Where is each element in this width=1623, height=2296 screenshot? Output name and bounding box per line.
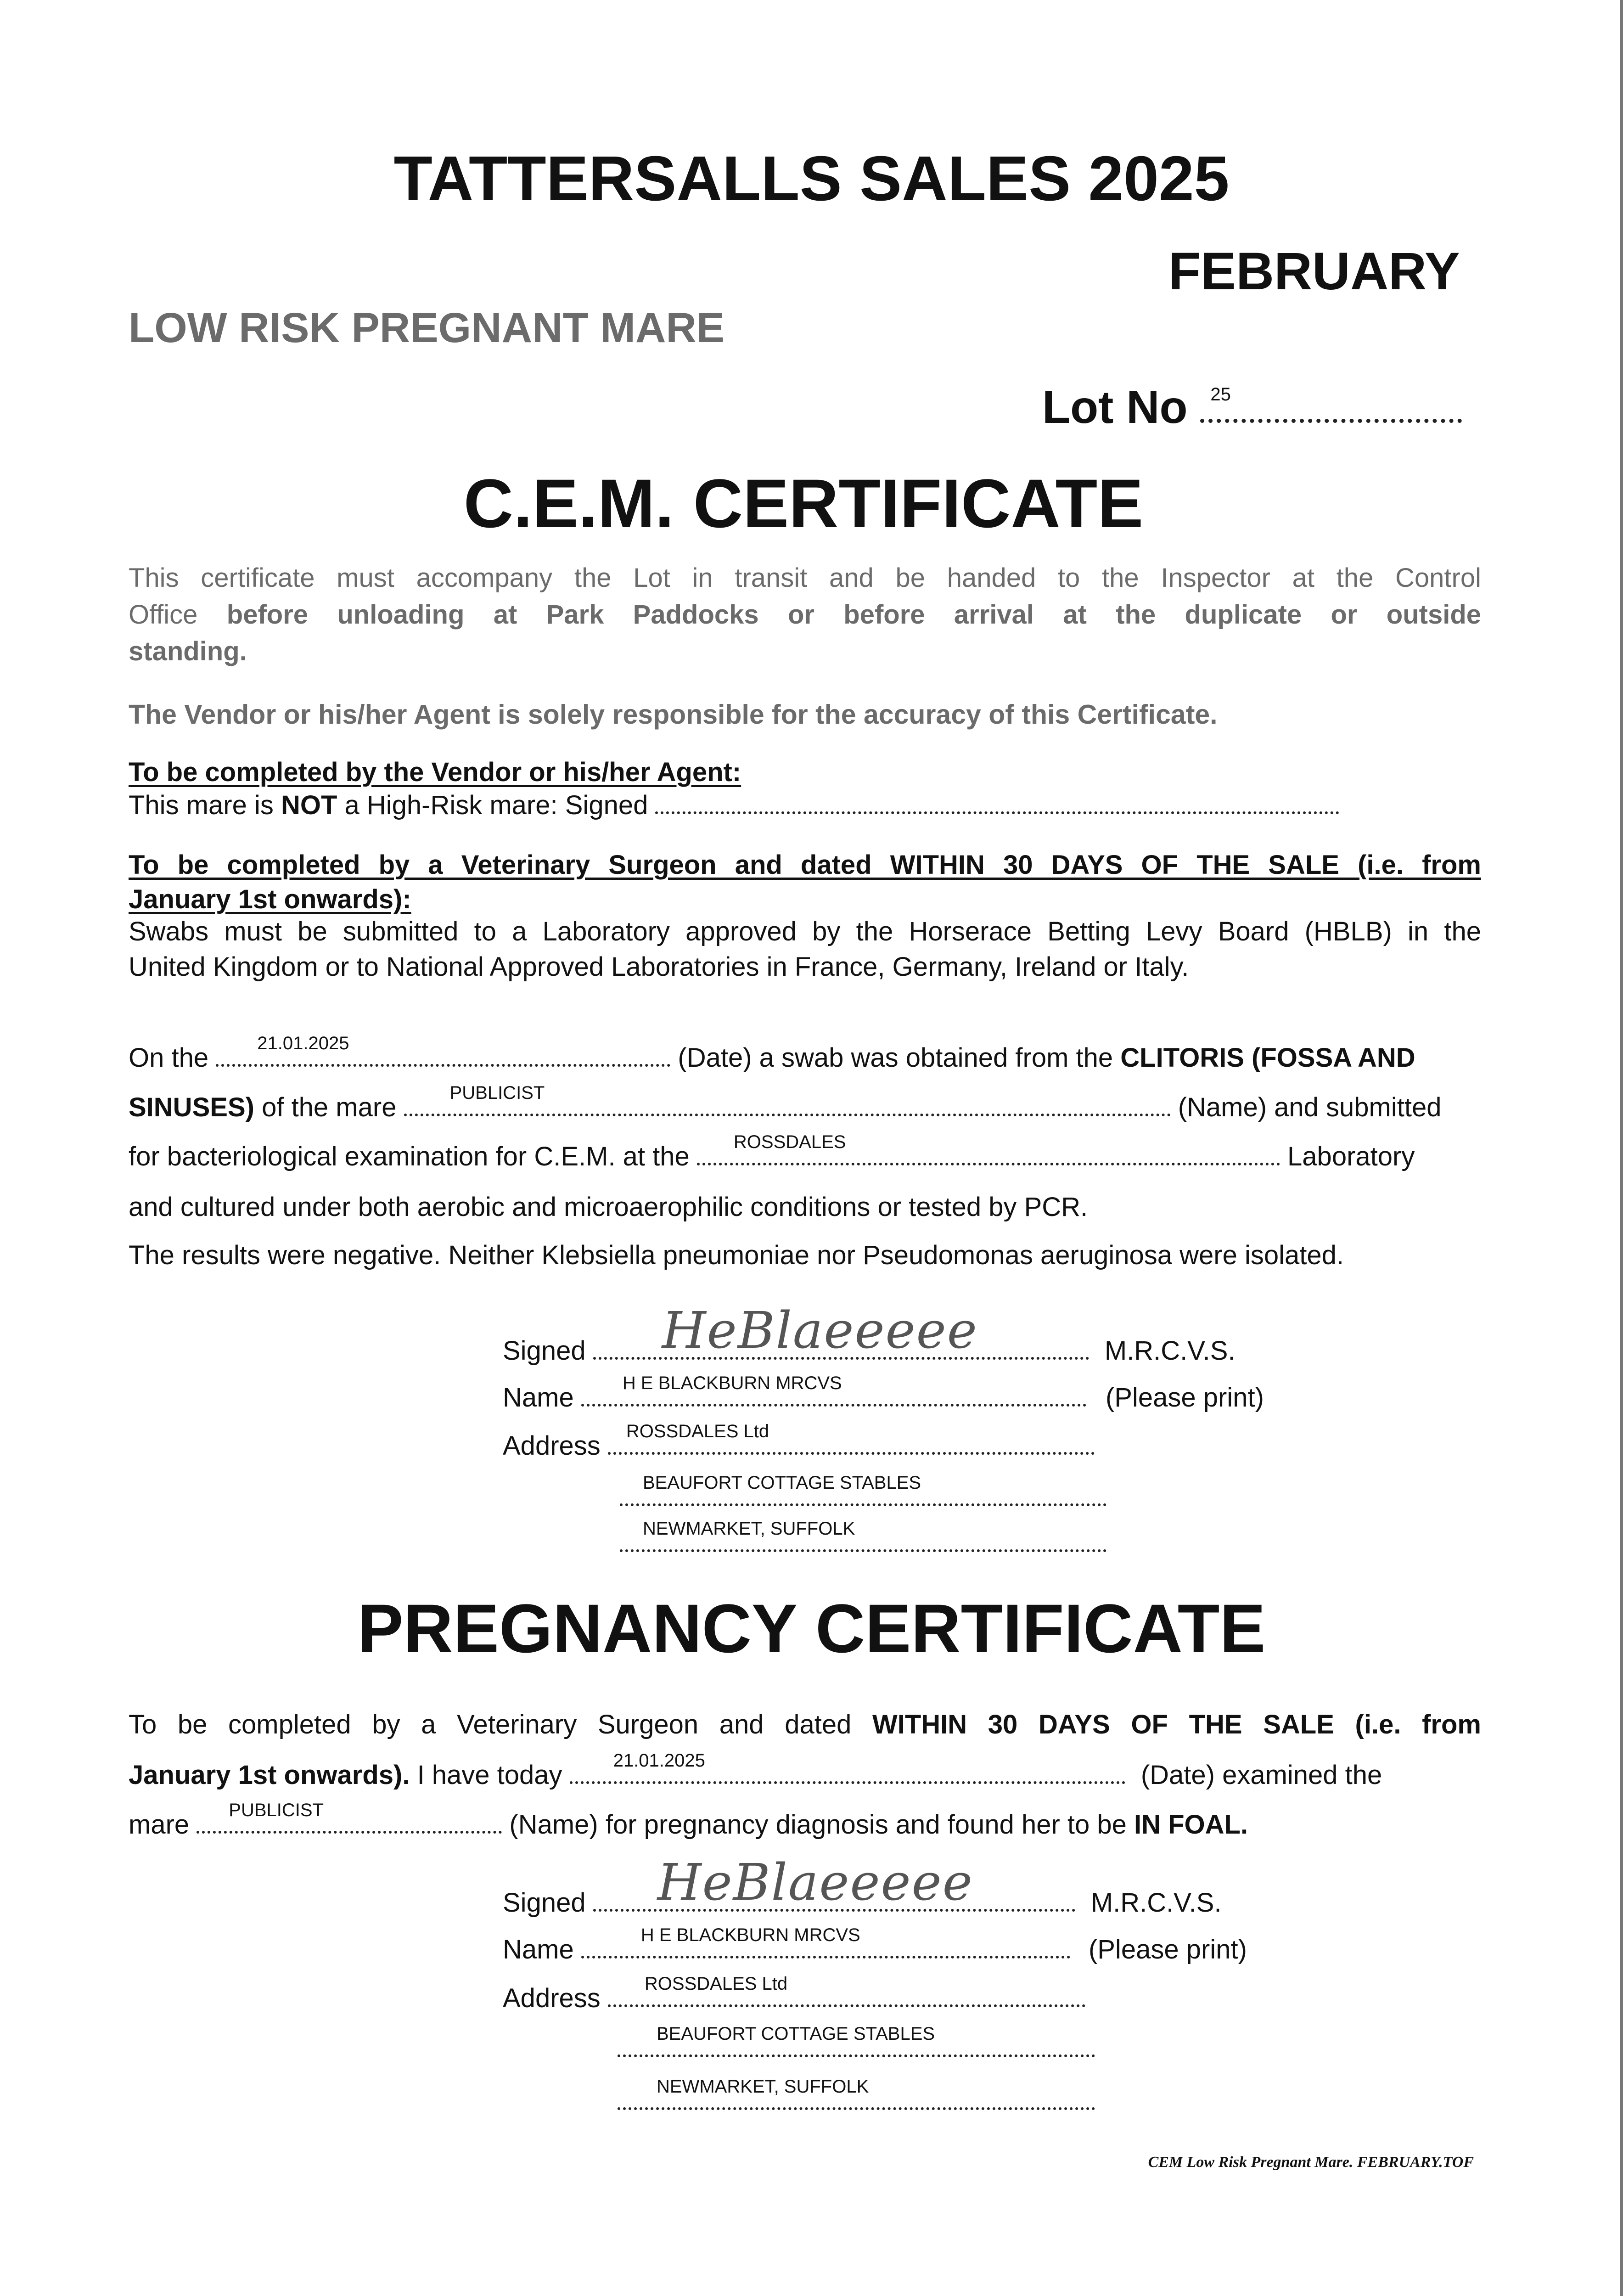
- preg-address-label: Address: [503, 1983, 601, 2013]
- cem-address-2: BEAUFORT COTTAGE STABLES: [643, 1473, 921, 1493]
- vendor-notice: The Vendor or his/her Agent is solely responsible for the accuracy of this Certificate.: [129, 699, 1218, 730]
- preg-signature: HeBlaeeeee: [657, 1853, 973, 1912]
- category-label: LOW RISK PREGNANT MARE: [129, 304, 725, 351]
- preg-address-row: [503, 1974, 1085, 2014]
- cem-intro-line-1: This certificate must accompany the Lot in transit and be handed to the Inspector at the Control: [129, 563, 1481, 593]
- cem-signature: HeBlaeeeee: [662, 1301, 978, 1360]
- vendor-not: NOT: [281, 790, 337, 820]
- cem-address-3: NEWMARKET, SUFFOLK: [643, 1519, 855, 1539]
- pregnancy-line-2: [129, 1750, 1481, 1790]
- preg-address-3: NEWMARKET, SUFFOLK: [657, 2077, 869, 2097]
- preg-address-2: BEAUFORT COTTAGE STABLES: [657, 2024, 935, 2044]
- vendor-line-end: a High-Risk mare: Signed: [344, 790, 648, 820]
- preg-mrcvs-label: M.R.C.V.S.: [1090, 1888, 1222, 1918]
- preg-date-suffix: (Date) examined the: [1140, 1760, 1382, 1790]
- vendor-signature-field[interactable]: [655, 808, 1339, 814]
- cem-signed-label: Signed: [503, 1336, 586, 1366]
- clitoris-label: CLITORIS (FOSSA AND: [1120, 1043, 1415, 1073]
- results-line: The results were negative. Neither Klebsiella pneumoniae nor Pseudomonas aeruginosa were isolated.: [129, 1240, 1344, 1270]
- preg-date-value: 21.01.2025: [613, 1750, 705, 1771]
- lot-number: [1042, 381, 1462, 434]
- name-submitted-label: (Name) and submitted: [1178, 1092, 1442, 1122]
- cultured-line: and cultured under both aerobic and microaerophilic conditions or tested by PCR.: [129, 1192, 1088, 1222]
- on-the-label: On the: [129, 1043, 209, 1073]
- cem-date-value: 21.01.2025: [257, 1033, 349, 1053]
- sinuses-label: SINUSES): [129, 1092, 254, 1122]
- cem-address-row: [503, 1421, 1095, 1461]
- for-bacteriological-label: for bacteriological examination for C.E.M. at the: [129, 1142, 690, 1171]
- preg-line1-start: To be completed by a Veterinary Surgeon and dated: [129, 1710, 852, 1739]
- month-label: FEBRUARY: [1168, 242, 1460, 301]
- preg-signed-row: [503, 1853, 1222, 1918]
- cem-address-label: Address: [503, 1431, 601, 1461]
- preg-please-print: (Please print): [1088, 1935, 1247, 1964]
- intro-office: Office: [129, 600, 198, 630]
- cem-mrcvs-label: M.R.C.V.S.: [1104, 1336, 1236, 1366]
- cem-vet-name: H E BLACKBURN MRCVS: [622, 1373, 842, 1393]
- lot-field: [1200, 384, 1462, 423]
- preg-address-1: ROSSDALES Ltd: [644, 1974, 788, 1994]
- preg-january: January 1st onwards).: [129, 1760, 410, 1790]
- preg-name-field[interactable]: [581, 1925, 1070, 1958]
- preg-name-row: [503, 1925, 1247, 1965]
- preg-have-today: I have today: [417, 1760, 562, 1790]
- preg-address-field-3[interactable]: [618, 2077, 1095, 2110]
- laboratory-label: Laboratory: [1287, 1142, 1415, 1171]
- preg-in-foal: IN FOAL.: [1134, 1810, 1248, 1840]
- cem-please-print: (Please print): [1105, 1383, 1264, 1412]
- cem-address-1: ROSSDALES Ltd: [626, 1421, 769, 1441]
- preg-vet-name: H E BLACKBURN MRCVS: [640, 1925, 860, 1945]
- preg-date-field[interactable]: [570, 1750, 1125, 1784]
- preg-signature-field[interactable]: [593, 1853, 1075, 1912]
- cem-mare-line: [129, 1083, 1481, 1123]
- preg-address-field-2[interactable]: [618, 2024, 1095, 2057]
- preg-diagnosis-text: (Name) for pregnancy diagnosis and found her to be: [509, 1810, 1127, 1840]
- lot-value: 25: [1210, 384, 1231, 405]
- cem-intro-line-3: standing.: [129, 636, 247, 666]
- preg-mare-label: mare: [129, 1810, 190, 1840]
- cem-mare-name-value: PUBLICIST: [449, 1083, 545, 1103]
- of-the-mare-label: of the mare: [262, 1092, 397, 1122]
- page-title: TATTERSALLS SALES 2025: [393, 143, 1230, 214]
- swab-line-1: Swabs must be submitted to a Laboratory approved by the Horserace Betting Levy Board (HBLB) in the: [129, 917, 1481, 946]
- footer-code: CEM Low Risk Pregnant Mare. FEBRUARY.TOF: [1148, 2154, 1474, 2171]
- cem-date-line: [129, 1033, 1481, 1073]
- preg-mare-name-value: PUBLICIST: [229, 1800, 324, 1820]
- cem-lab-line: [129, 1132, 1481, 1172]
- vendor-line-start: This mare is: [129, 790, 274, 820]
- date-suffix: (Date) a swab was obtained from the: [678, 1043, 1113, 1073]
- vet-heading-line-1: To be completed by a Veterinary Surgeon and dated WITHIN 30 DAYS OF THE SALE (i.e. from: [129, 850, 1481, 880]
- cem-title: C.E.M. CERTIFICATE: [463, 465, 1144, 542]
- cem-name-label: Name: [503, 1383, 574, 1412]
- pregnancy-line-3: [129, 1800, 1481, 1840]
- preg-address-row-3: [618, 2077, 1095, 2110]
- preg-address-row-2: [618, 2024, 1095, 2057]
- preg-signed-label: Signed: [503, 1888, 586, 1918]
- cem-name-field[interactable]: [581, 1373, 1086, 1407]
- cem-address-row-2: [620, 1473, 1106, 1506]
- page-edge: [1620, 0, 1623, 2296]
- preg-line1-bold: WITHIN 30 DAYS OF THE SALE (i.e. from: [872, 1710, 1481, 1739]
- cem-signature-field[interactable]: [593, 1301, 1089, 1360]
- preg-mare-name-field[interactable]: [197, 1800, 502, 1834]
- cem-date-field[interactable]: [216, 1033, 670, 1067]
- cem-mare-name-field[interactable]: [404, 1083, 1171, 1116]
- swab-line-2: United Kingdom or to National Approved Laboratories in France, Germany, Ireland or Italy.: [129, 952, 1189, 982]
- pregnancy-line-1: [129, 1709, 1481, 1740]
- pregnancy-title: PREGNANCY CERTIFICATE: [357, 1590, 1266, 1667]
- cem-address-row-3: [620, 1519, 1106, 1552]
- cem-address-field-1[interactable]: [608, 1421, 1095, 1455]
- cem-intro-line-2: [129, 599, 1481, 630]
- cem-address-field-2[interactable]: [620, 1473, 1106, 1506]
- preg-name-label: Name: [503, 1935, 574, 1964]
- cem-signed-row: [503, 1301, 1236, 1366]
- cem-lab-value: ROSSDALES: [733, 1132, 846, 1152]
- vendor-heading: To be completed by the Vendor or his/her Agent:: [129, 757, 741, 787]
- lot-label: Lot No: [1042, 382, 1188, 433]
- cem-lab-field[interactable]: [697, 1132, 1280, 1165]
- cem-address-field-3[interactable]: [620, 1519, 1106, 1552]
- cem-name-row: [503, 1373, 1264, 1413]
- preg-address-field-1[interactable]: [608, 1974, 1085, 2007]
- intro-before-unloading: before unloading at Park Paddocks or before arrival at the duplicate or outside: [226, 600, 1481, 630]
- vendor-declaration: [129, 790, 1481, 821]
- vet-heading-line-2: January 1st onwards):: [129, 884, 411, 914]
